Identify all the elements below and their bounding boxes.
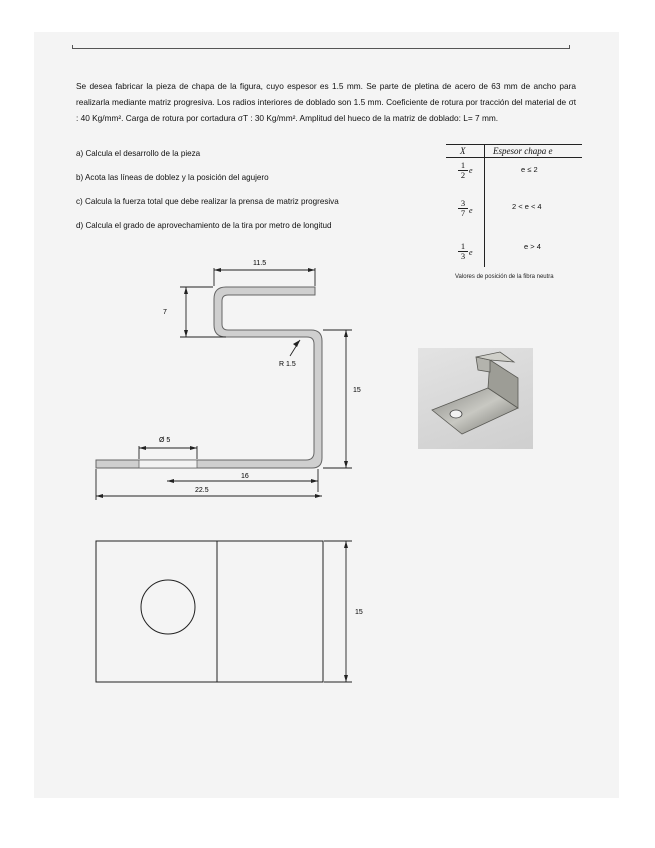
plan-outline bbox=[96, 541, 323, 682]
plan-hole bbox=[141, 580, 195, 634]
dim-height-label: 15 bbox=[353, 387, 361, 394]
plan-width-label: 15 bbox=[355, 609, 363, 616]
table-header-e: Espesor chapa e bbox=[493, 146, 553, 156]
question-b: b) Acota las líneas de doblez y la posición del agujero bbox=[76, 173, 269, 182]
table-row-3-var: e bbox=[469, 248, 473, 257]
table-row-1-var: e bbox=[469, 166, 473, 175]
table-row-1-fraction: $\frac{1}{2}$ bbox=[458, 161, 468, 180]
dim-hole-label: Ø 5 bbox=[159, 437, 171, 444]
table-caption: Valores de posición de la fibra neutra bbox=[455, 274, 554, 280]
dim-left-label: 7 bbox=[163, 309, 167, 316]
table-row-2-var: e bbox=[469, 206, 473, 215]
table-row-3-fraction: $\frac{1}{3}$ bbox=[458, 242, 468, 261]
dim-16-label: 16 bbox=[241, 473, 249, 480]
sheet-profile bbox=[96, 287, 322, 468]
dim-225-label: 22.5 bbox=[195, 487, 209, 494]
hole-section bbox=[139, 460, 197, 468]
question-a: a) Calcula el desarrollo de la pieza bbox=[76, 149, 201, 158]
table-header-x: X bbox=[460, 146, 466, 156]
question-d: d) Calcula el grado de aprovechamiento de la tira por metro de longitud bbox=[76, 221, 332, 230]
part-photo bbox=[418, 348, 533, 449]
problem-statement: Se desea fabricar la pieza de chapa de la figura, cuyo espesor es 1.5 mm. Se parte de pletina de acero de 63 mm de ancho para realizarla mediante matriz progresiva. Los radios interiores de doblado son 1.5 mm. Coeficiente de rotura por tracción del material de σt : 40 Kg/mm². Carga de rotura por cortadura σT : 30 Kg/mm². Amplitud del hueco de la matriz de doblado: L= 7 mm. bbox=[76, 81, 576, 123]
question-c: c) Calcula la fuerza total que debe realizar la prensa de matriz progresiva bbox=[76, 197, 339, 206]
dim-top-label: 11.5 bbox=[253, 260, 267, 267]
dim-radius-label: R 1.5 bbox=[279, 361, 296, 368]
table-row-3-condition: e > 4 bbox=[524, 242, 541, 251]
table-row-2-fraction: $\frac{3}{7}$ bbox=[458, 199, 468, 218]
table-row-1-condition: e ≤ 2 bbox=[521, 165, 538, 174]
table-row-2-condition: 2 < e < 4 bbox=[512, 202, 542, 211]
